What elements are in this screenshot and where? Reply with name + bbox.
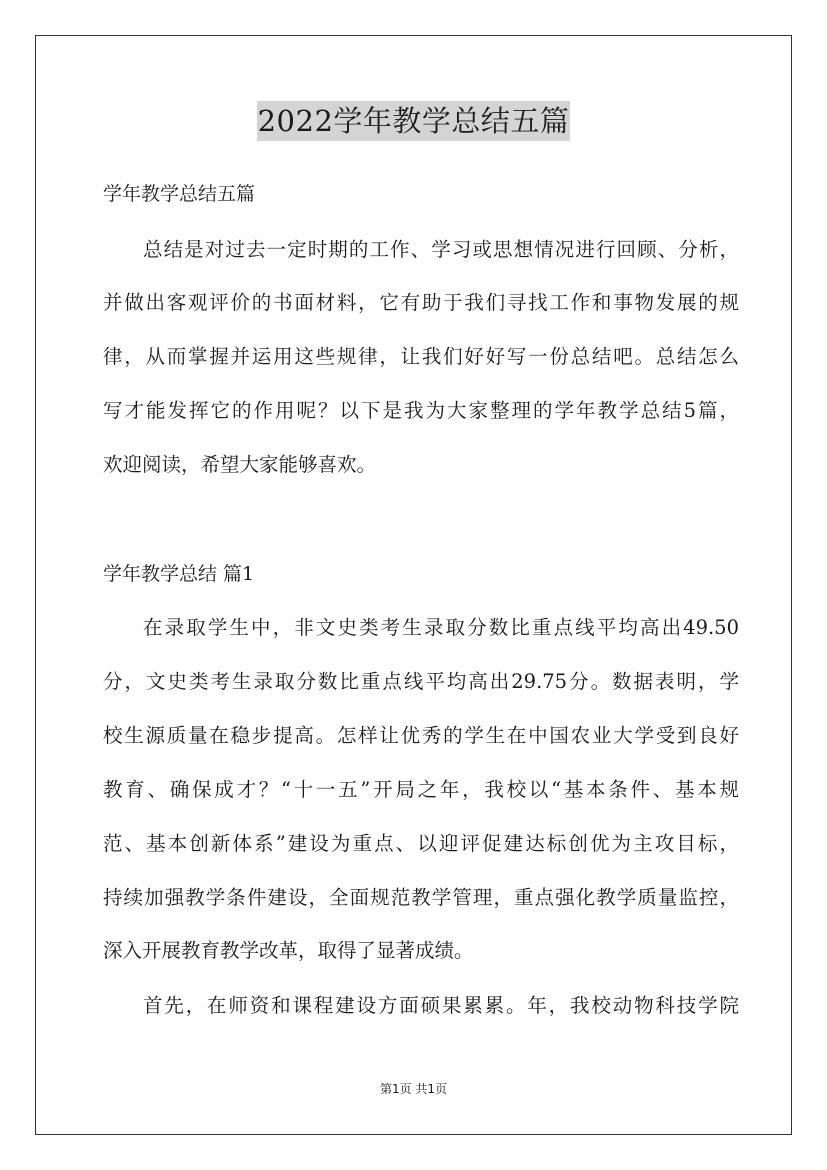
document-title-block bbox=[0, 101, 827, 141]
intro-line-1: 总结是对过去一定时期的工作、学习或思想情况进行回顾、分析， bbox=[143, 238, 739, 261]
intro-line-4: 写才能发挥它的作用呢？以下是我为大家整理的学年教学总结5篇， bbox=[103, 399, 739, 422]
section-heading: 学年教学总结 篇1 bbox=[103, 563, 255, 585]
section1-line-3: 校生源质量在稳步提高。怎样让优秀的学生在中国农业大学受到良好 bbox=[103, 724, 739, 747]
page-footer: 第1页 共1页 bbox=[379, 1082, 448, 1096]
section1-para2-line-1: 首先，在师资和课程建设方面硕果累累。年，我校动物科技学院 bbox=[143, 994, 739, 1017]
section1-line-2: 分，文史类考生录取分数比重点线平均高出29.75分。数据表明，学 bbox=[103, 670, 739, 693]
document-title: 2022学年教学总结五篇 bbox=[257, 101, 571, 141]
intro-line-5: 欢迎阅读，希望大家能够喜欢。 bbox=[103, 453, 377, 476]
intro-line-2: 并做出客观评价的书面材料，它有助于我们寻找工作和事物发展的规 bbox=[103, 291, 739, 314]
section1-line-4: 教育、确保成才？“十一五”开局之年，我校以“基本条件、基本规 bbox=[103, 778, 739, 801]
document-subtitle: 学年教学总结五篇 bbox=[103, 183, 256, 205]
section1-line-7: 深入开展教育教学改革，取得了显著成绩。 bbox=[103, 939, 474, 962]
section1-line-5: 范、基本创新体系”建设为重点、以迎评促建达标创优为主攻目标， bbox=[103, 832, 739, 855]
section1-line-6: 持续加强教学条件建设，全面规范教学管理，重点强化教学质量监控， bbox=[103, 886, 739, 909]
intro-line-3: 律，从而掌握并运用这些规律，让我们好好写一份总结吧。总结怎么 bbox=[103, 345, 739, 368]
section1-line-1: 在录取学生中，非文史类考生录取分数比重点线平均高出49.50 bbox=[143, 616, 739, 639]
